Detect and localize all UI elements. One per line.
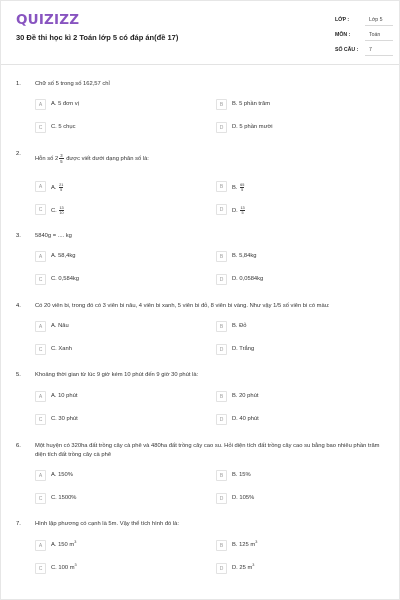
option-value: D. 25 m bbox=[232, 565, 253, 571]
option-text: C. 5 chục bbox=[51, 124, 76, 130]
option-text: C. 1500% bbox=[51, 495, 77, 501]
option-text bbox=[232, 183, 244, 192]
meta-label-count: SỐ CÂU : bbox=[335, 47, 359, 53]
option-letter-box: B bbox=[216, 321, 227, 332]
option-text: B. 5,84kg bbox=[232, 253, 257, 259]
option-letter-box: B bbox=[216, 470, 227, 481]
question-text-after: được viết dưới dạng phân số là: bbox=[66, 156, 149, 163]
option-text: D. Trắng bbox=[232, 346, 255, 352]
option-prefix: A. bbox=[51, 185, 57, 192]
option-letter-box: A bbox=[35, 391, 46, 402]
option-letter-box: D bbox=[216, 563, 227, 574]
option-text bbox=[232, 206, 245, 215]
fraction-numerator: 13 bbox=[59, 206, 64, 210]
option-letter-box: A bbox=[35, 99, 46, 110]
option-text: B. 5 phần trăm bbox=[232, 101, 271, 107]
question-number: 5. bbox=[16, 372, 21, 378]
option-fraction bbox=[240, 183, 244, 192]
option-letter-box: D bbox=[216, 122, 227, 133]
question-text-before: Hỗn số bbox=[35, 156, 54, 163]
question-number: 3. bbox=[16, 233, 21, 239]
worksheet-title: 30 Đề thi học kì 2 Toán lớp 5 có đáp án(đề 17) bbox=[16, 33, 179, 42]
option-fraction bbox=[59, 206, 63, 215]
fraction-numerator: 3 bbox=[60, 153, 63, 158]
option-exponent: 3 bbox=[255, 540, 258, 545]
meta-value-subject: Toán bbox=[369, 32, 381, 38]
option-letter-box: A bbox=[35, 540, 46, 551]
option-text: B. Đỏ bbox=[232, 323, 247, 329]
option-exponent: 3 bbox=[74, 540, 77, 545]
question-number: 7. bbox=[16, 521, 21, 527]
option-text: D. 5 phần mười bbox=[232, 124, 273, 130]
option-text bbox=[232, 565, 254, 571]
option-letter-box: C bbox=[35, 274, 46, 285]
mixed-number-fraction bbox=[59, 153, 63, 164]
option-letter-box: B bbox=[216, 99, 227, 110]
option-letter-box: D bbox=[216, 344, 227, 355]
meta-divider bbox=[365, 25, 393, 26]
mixed-number-whole: 2 bbox=[55, 156, 59, 163]
option-text: C. 0,584kg bbox=[51, 276, 80, 282]
fraction-denominator: 5 bbox=[60, 159, 63, 164]
fraction-denominator: 5 bbox=[241, 211, 244, 215]
fraction-numerator: 13 bbox=[240, 206, 245, 210]
option-letter-box: C bbox=[35, 122, 46, 133]
option-prefix: B. bbox=[232, 185, 238, 192]
option-text: A. 58,4kg bbox=[51, 253, 76, 259]
option-value: A. 150 m bbox=[51, 542, 75, 548]
option-text bbox=[51, 183, 63, 192]
question-text bbox=[35, 153, 385, 164]
option-value: B. 125 m bbox=[232, 542, 256, 548]
option-prefix: D. bbox=[232, 208, 238, 215]
option-letter-box: C bbox=[35, 344, 46, 355]
option-letter-box: C bbox=[35, 414, 46, 425]
question-text: 5840g = .... kg bbox=[35, 233, 72, 239]
question-number: 4. bbox=[16, 303, 21, 309]
option-letter-box: C bbox=[35, 204, 46, 215]
option-letter-box: B bbox=[216, 251, 227, 262]
option-letter-box: B bbox=[216, 181, 227, 192]
option-letter-box: A bbox=[35, 470, 46, 481]
option-text: B. 20 phút bbox=[232, 393, 259, 399]
question-number: 1. bbox=[16, 81, 21, 87]
option-text: A. Nâu bbox=[51, 323, 69, 329]
meta-label-class: LỚP : bbox=[335, 17, 350, 23]
meta-label-subject: MÔN : bbox=[335, 32, 351, 38]
question-number: 2. bbox=[16, 151, 21, 157]
option-exponent: 3 bbox=[74, 563, 77, 568]
fraction-denominator: 10 bbox=[59, 211, 64, 215]
question-text: Có 20 viên bi, trong đó có 3 viên bi nâu, 4 viên bi xanh, 5 viên bi đỏ, 8 viên bi vàng. Như vậy 1/5 số viên bi có màu: bbox=[35, 303, 330, 309]
fraction-numerator: 65 bbox=[240, 183, 245, 187]
quizizz-logo: QUIZIZZ bbox=[16, 12, 80, 28]
meta-value-class: Lớp 5 bbox=[369, 17, 383, 23]
option-fraction bbox=[59, 183, 63, 192]
option-letter-box: A bbox=[35, 181, 46, 192]
question-number: 6. bbox=[16, 443, 21, 449]
question-text: Chữ số 5 trong số 162,57 chỉ bbox=[35, 81, 110, 87]
fraction-denominator: 5 bbox=[60, 188, 63, 192]
option-letter-box: B bbox=[216, 391, 227, 402]
option-letter-box: A bbox=[35, 321, 46, 332]
option-text bbox=[232, 542, 257, 548]
option-letter-box: D bbox=[216, 493, 227, 504]
option-fraction bbox=[240, 206, 244, 215]
option-text bbox=[51, 565, 77, 571]
question-text: Khoảng thời gian từ lúc 9 giờ kém 10 phút đến 9 giờ 30 phút là: bbox=[35, 372, 199, 378]
question-text: Một huyện có 320ha đất trồng cây cà phê và 480ha đất trồng cây cao su. Hỏi diện tích đất trồng cây cao su bằng bao nhiêu phần trăm diện tích đất trồng cây cà phê bbox=[35, 443, 380, 458]
option-text: A. 10 phút bbox=[51, 393, 78, 399]
option-text: C. Xanh bbox=[51, 346, 72, 352]
option-letter-box: A bbox=[35, 251, 46, 262]
option-text: D. 105% bbox=[232, 495, 255, 501]
worksheet-header bbox=[1, 1, 399, 65]
fraction-numerator: 21 bbox=[59, 183, 64, 187]
option-letter-box: D bbox=[216, 204, 227, 215]
fraction-denominator: 5 bbox=[241, 188, 244, 192]
meta-divider bbox=[365, 55, 393, 56]
option-text: B. 15% bbox=[232, 472, 251, 478]
option-prefix: C. bbox=[51, 208, 57, 215]
option-text: C. 30 phút bbox=[51, 416, 78, 422]
option-letter-box: D bbox=[216, 274, 227, 285]
option-text: A. 5 đơn vị bbox=[51, 101, 79, 107]
option-text: A. 150% bbox=[51, 472, 73, 478]
question-text: Hình lập phương có cạnh là 5m. Vậy thể tích hình đó là: bbox=[35, 521, 179, 527]
option-text bbox=[51, 542, 76, 548]
option-letter-box: C bbox=[35, 493, 46, 504]
option-text: D. 0,0584kg bbox=[232, 276, 264, 282]
option-letter-box: D bbox=[216, 414, 227, 425]
option-text bbox=[51, 206, 64, 215]
option-letter-box: C bbox=[35, 563, 46, 574]
meta-value-count: 7 bbox=[369, 47, 372, 53]
option-exponent: 3 bbox=[252, 563, 255, 568]
meta-divider bbox=[365, 40, 393, 41]
option-value: C. 100 m bbox=[51, 565, 75, 571]
option-text: D. 40 phút bbox=[232, 416, 259, 422]
option-letter-box: B bbox=[216, 540, 227, 551]
